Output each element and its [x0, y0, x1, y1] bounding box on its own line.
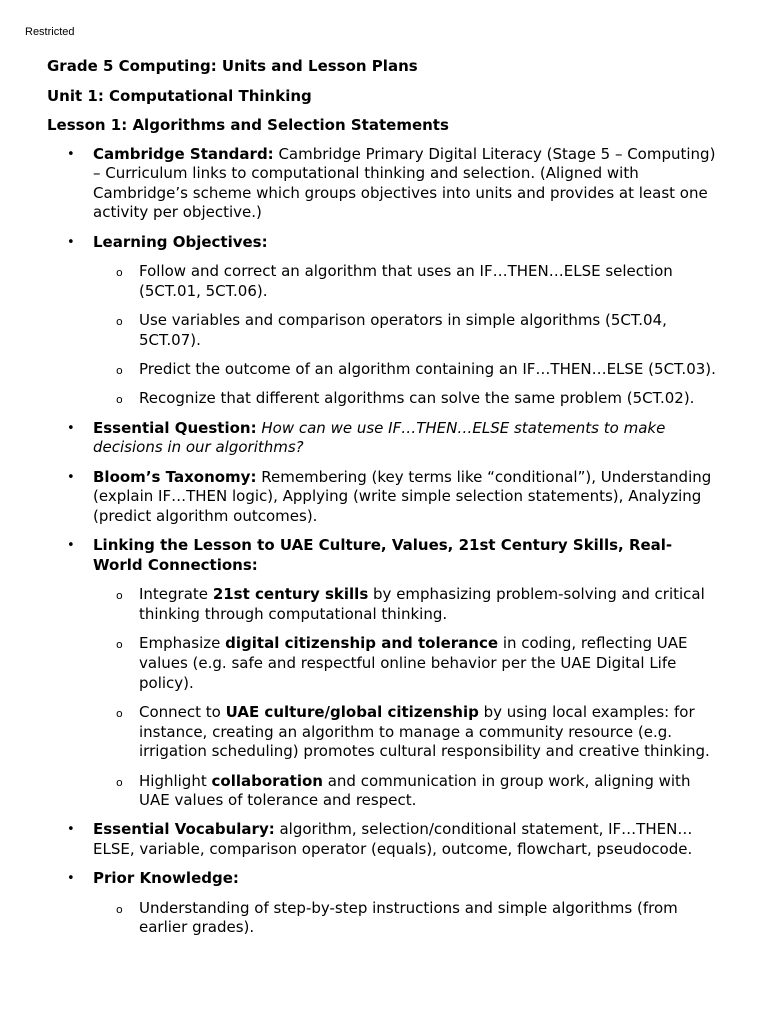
objective-item: o Use variables and comparison operators in simple algorithms (5CT.04, 5CT.07).: [0, 311, 768, 350]
restricted-label: Restricted: [25, 26, 75, 38]
bullet-learning-objectives: [0, 233, 768, 253]
linking-item-bold: collaboration: [211, 771, 323, 790]
unit-heading: Unit 1: Computational Thinking: [47, 86, 312, 105]
standard-label: Cambridge Standard:: [93, 144, 274, 163]
linking-item: [0, 703, 768, 762]
objective-item: o Predict the outcome of an algorithm containing an IF…THEN…ELSE (5CT.03).: [0, 360, 768, 380]
prior-knowledge-item: o Understanding of step-by-step instructions and simple algorithms (from earlier grades).: [0, 899, 768, 938]
linking-item-pre: Emphasize: [139, 634, 226, 653]
lesson-heading: Lesson 1: Algorithms and Selection Statements: [47, 116, 449, 134]
linking-item-pre: Connect to: [139, 702, 226, 721]
linking-label: Linking the Lesson to UAE Culture, Values, 21st Century Skills, Real-World Connections:: [93, 536, 673, 574]
linking-item-pre: Highlight: [139, 771, 212, 790]
vocabulary-text: algorithm, selection/conditional statement, IF…THEN…ELSE, variable, comparison operator (equals), outcome, flowchart, pseudocode.: [93, 820, 693, 859]
linking-item-post: in coding, reflecting UAE values (e.g. safe and respectful online behavior per the UAE Digital Life policy).: [139, 634, 688, 692]
linking-item-bold: UAE culture/global citizenship: [225, 702, 479, 721]
bullet-essential-vocabulary: [0, 820, 768, 859]
objective-item: o Follow and correct an algorithm that uses an IF…THEN…ELSE selection (5CT.01, 5CT.06).: [0, 262, 768, 301]
linking-item: [0, 634, 768, 693]
objectives-label: Learning Objectives:: [93, 232, 268, 251]
bullet-blooms-taxonomy: [0, 468, 768, 527]
bullet-cambridge-standard: [0, 145, 768, 223]
blooms-text: Remembering (key terms like “conditional”), Understanding (explain IF…THEN logic), Applying (write simple selection statements), Analyzing (predict algorithm outcomes).: [93, 467, 712, 525]
linking-item-pre: Integrate: [139, 585, 213, 604]
bullet-linking: [0, 536, 768, 575]
document-title: Grade 5 Computing: Units and Lesson Plans: [47, 57, 418, 75]
bullet-prior-knowledge: [0, 869, 768, 889]
vocabulary-label: Essential Vocabulary:: [93, 820, 275, 839]
prior-knowledge-label: Prior Knowledge:: [93, 869, 239, 888]
objective-item: o Recognize that different algorithms can solve the same problem (5CT.02).: [0, 389, 768, 409]
essential-question-label: Essential Question:: [93, 418, 257, 437]
linking-item-bold: digital citizenship and tolerance: [225, 634, 499, 653]
blooms-label: Bloom’s Taxonomy:: [93, 467, 257, 486]
linking-item-bold: 21st century skills: [212, 585, 369, 604]
bullet-essential-question: [0, 419, 768, 458]
linking-item-post: by emphasizing problem-solving and critical thinking through computational thinking.: [139, 585, 705, 623]
essential-question-text: How can we use IF…THEN…ELSE statements to make decisions in our algorithms?: [93, 418, 666, 457]
linking-item-post: and communication in group work, aligning with UAE values of tolerance and respect.: [139, 771, 691, 810]
linking-item-post: by using local examples: for instance, creating an algorithm to manage a community resource (e.g. irrigation scheduling) promotes cultural responsibility and creative thinking.: [139, 702, 710, 761]
standard-text: Cambridge Primary Digital Literacy (Stage 5 – Computing) – Curriculum links to computational thinking and selection. (Aligned with Cambridge’s scheme which groups objectives into units and provides at least one activity per objective.): [93, 144, 716, 222]
linking-item: [0, 772, 768, 811]
document-body: [0, 56, 768, 948]
linking-item: [0, 585, 768, 624]
